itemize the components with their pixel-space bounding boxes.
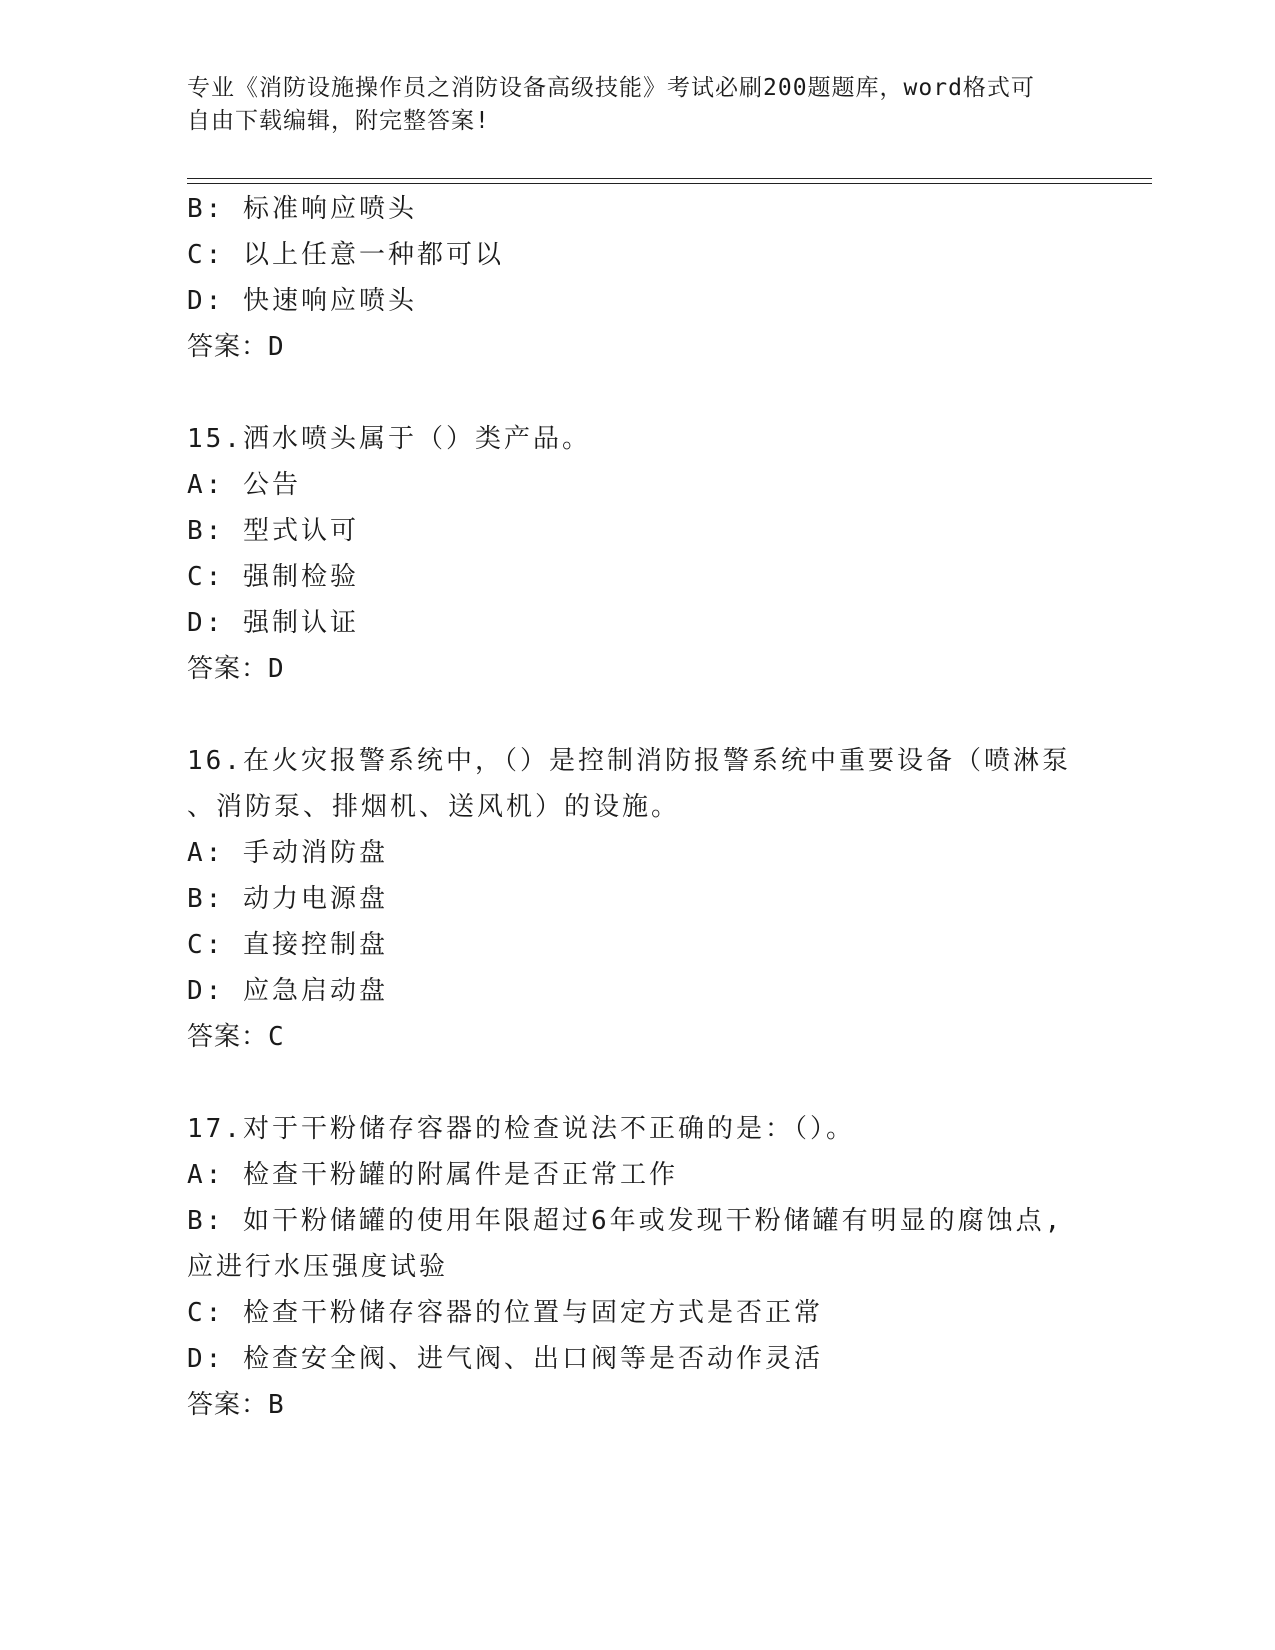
question-stem-line-2: 、消防泵、排烟机、送风机）的设施。 [187, 792, 681, 822]
answer: 答案：B [187, 1390, 285, 1420]
option-c: C: 直接控制盘 [187, 930, 388, 960]
question-14-fragment [187, 186, 1087, 370]
question-stem: 17.对于干粉储存容器的检查说法不正确的是：（）。 [187, 1114, 855, 1144]
spacer [187, 692, 1087, 738]
question-17 [187, 1106, 1087, 1428]
option-a: A: 公告 [187, 470, 301, 500]
document-header [187, 72, 1087, 138]
spacer [187, 1060, 1087, 1106]
answer: 答案：D [187, 654, 285, 684]
header-title-line-2: 自由下载编辑，附完整答案! [187, 108, 490, 134]
question-15 [187, 416, 1087, 692]
header-title-line-1: 专业《消防设施操作员之消防设备高级技能》考试必刷200题题库，word格式可 [187, 75, 1035, 101]
option-a: A: 手动消防盘 [187, 838, 388, 868]
option-b: B: 动力电源盘 [187, 884, 388, 914]
option-b-line-1: B: 如干粉储罐的使用年限超过6年或发现干粉储罐有明显的腐蚀点, [187, 1206, 1064, 1236]
option-d: D: 检查安全阀、进气阀、出口阀等是否动作灵活 [187, 1344, 823, 1374]
option-d: D: 强制认证 [187, 608, 359, 638]
option-b-line-2: 应进行水压强度试验 [187, 1252, 449, 1282]
option-b: B: 型式认可 [187, 516, 359, 546]
header-divider [187, 178, 1152, 184]
option-b: B: 标准响应喷头 [187, 194, 417, 224]
spacer [187, 370, 1087, 416]
question-list [187, 186, 1087, 1428]
question-stem-line-1: 16.在火灾报警系统中，（）是控制消防报警系统中重要设备（喷淋泵 [187, 746, 1071, 776]
option-a: A: 检查干粉罐的附属件是否正常工作 [187, 1160, 678, 1190]
question-stem: 15.洒水喷头属于（）类产品。 [187, 424, 591, 454]
question-16 [187, 738, 1087, 1060]
option-c: C: 以上任意一种都可以 [187, 240, 504, 270]
option-c: C: 强制检验 [187, 562, 359, 592]
answer: 答案：D [187, 332, 285, 362]
option-d: D: 快速响应喷头 [187, 286, 417, 316]
option-d: D: 应急启动盘 [187, 976, 388, 1006]
answer: 答案：C [187, 1022, 285, 1052]
option-c: C: 检查干粉储存容器的位置与固定方式是否正常 [187, 1298, 823, 1328]
